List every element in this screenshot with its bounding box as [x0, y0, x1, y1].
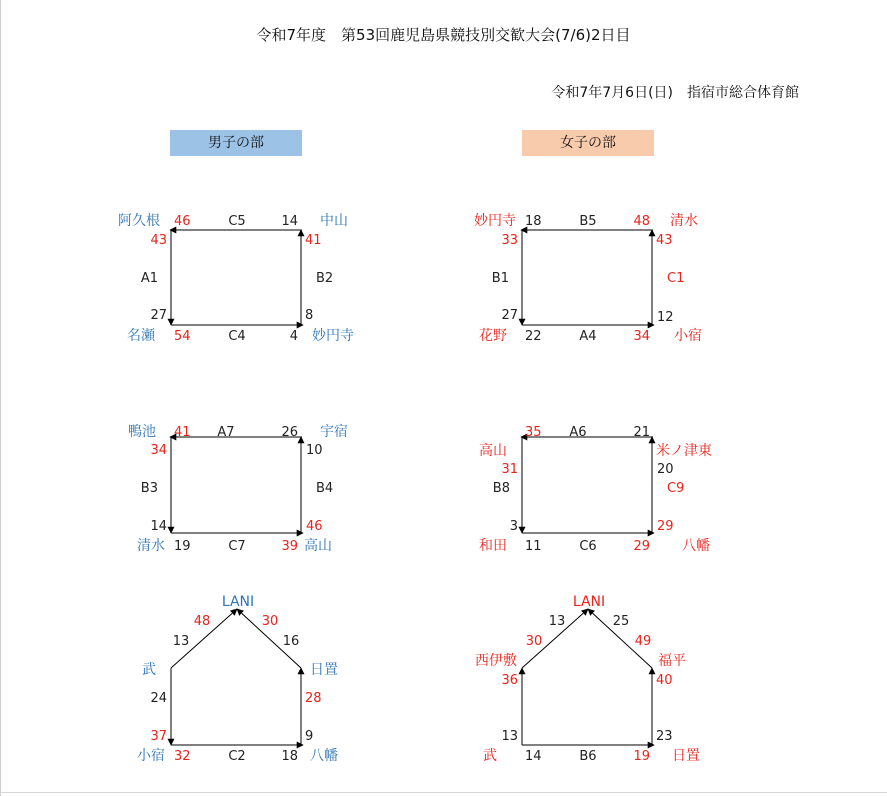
girls-block1 — [474, 212, 702, 344]
score: 49 — [634, 634, 652, 649]
score: 14 — [281, 214, 298, 229]
score: 8 — [305, 308, 314, 323]
score: 39 — [281, 539, 298, 554]
score: 48 — [193, 614, 211, 629]
girls-block2 — [479, 425, 712, 554]
score: 34 — [150, 443, 167, 458]
team-name: 和田 — [479, 538, 507, 554]
team-name: 妙円寺 — [312, 328, 354, 344]
score: 19 — [174, 539, 191, 554]
score: 46 — [306, 519, 323, 534]
score: 13 — [548, 614, 566, 629]
score: 41 — [174, 425, 191, 440]
score: 31 — [501, 462, 518, 477]
score: 43 — [656, 233, 673, 248]
team-name: 八幡 — [682, 538, 710, 554]
match-id: A1 — [140, 271, 158, 286]
match-id: C7 — [228, 539, 246, 554]
team-name: 高山 — [479, 443, 507, 459]
score: 14 — [150, 519, 167, 534]
score: 18 — [281, 749, 298, 764]
team-name: 八幡 — [310, 748, 338, 764]
match-id: A4 — [579, 329, 597, 344]
team-name: 清水 — [670, 213, 698, 229]
team-name: LANI — [221, 594, 255, 610]
score: 23 — [656, 729, 673, 744]
score: 54 — [174, 329, 191, 344]
score: 34 — [633, 329, 650, 344]
team-name: 西伊敷 — [475, 653, 517, 669]
girls-block3 — [475, 594, 700, 764]
team-name: 清水 — [137, 538, 165, 554]
match-id: C5 — [228, 214, 246, 229]
team-name: 日置 — [310, 662, 338, 678]
score: 32 — [174, 749, 191, 764]
score: 41 — [305, 233, 322, 248]
match-id: B5 — [579, 214, 597, 229]
match-id: B4 — [316, 481, 334, 496]
match-id: C9 — [667, 481, 685, 496]
score: 33 — [501, 233, 518, 248]
score: 37 — [150, 729, 167, 744]
score: 19 — [633, 749, 650, 764]
team-name: 花野 — [479, 328, 507, 344]
boys-block1 — [118, 212, 354, 344]
score: 16 — [282, 634, 300, 649]
score: 29 — [633, 539, 650, 554]
score: 14 — [525, 749, 542, 764]
score: 21 — [633, 425, 650, 440]
match-id: C2 — [228, 749, 246, 764]
match-id: B3 — [140, 481, 158, 496]
team-name: 米ノ津東 — [656, 443, 712, 459]
match-id: C6 — [579, 539, 597, 554]
match-id: C1 — [667, 271, 685, 286]
score: 43 — [150, 233, 167, 248]
score: 13 — [501, 729, 518, 744]
team-name: 妙円寺 — [474, 213, 516, 229]
match-id: B1 — [491, 271, 509, 286]
score: 24 — [150, 691, 167, 706]
team-name: LANI — [572, 594, 606, 610]
date-venue: 令和7年7月6日(日) 指宿市総合体育館 — [551, 85, 799, 101]
score: 13 — [172, 634, 190, 649]
page-title: 令和7年度 第53回鹿児島県競技別交歓大会(7/6)2日目 — [256, 26, 631, 44]
team-name: 武 — [142, 662, 156, 678]
team-name: 中山 — [320, 213, 348, 229]
girls-section-header: 女子の部 — [522, 130, 654, 156]
match-id: B6 — [579, 749, 597, 764]
score: 25 — [612, 614, 630, 629]
match-id: C4 — [228, 329, 246, 344]
match-id: B2 — [316, 271, 334, 286]
score: 4 — [289, 329, 298, 344]
score: 22 — [525, 329, 542, 344]
score: 18 — [525, 214, 542, 229]
boys-section-header: 男子の部 — [170, 130, 302, 156]
team-name: 日置 — [672, 748, 700, 764]
boys-block2 — [128, 424, 348, 554]
score: 30 — [525, 634, 543, 649]
score: 20 — [657, 462, 674, 477]
team-name: 福平 — [658, 653, 686, 669]
score: 48 — [633, 214, 650, 229]
boys-block3 — [137, 594, 338, 764]
match-id: A7 — [217, 425, 235, 440]
score: 46 — [174, 214, 191, 229]
score: 27 — [501, 308, 518, 323]
score: 40 — [656, 673, 673, 688]
score: 9 — [305, 729, 314, 744]
team-name: 宇宿 — [320, 424, 348, 440]
team-name: 鴨池 — [128, 424, 156, 440]
team-name: 高山 — [304, 538, 332, 554]
score: 12 — [657, 310, 674, 325]
team-name: 名瀬 — [127, 328, 155, 344]
score: 29 — [657, 519, 674, 534]
team-name: 小宿 — [674, 328, 702, 344]
score: 11 — [525, 539, 542, 554]
team-name: 小宿 — [137, 748, 165, 764]
score: 35 — [525, 425, 542, 440]
score: 3 — [509, 519, 518, 534]
match-id: B8 — [492, 481, 510, 496]
score: 28 — [305, 691, 322, 706]
team-name: 阿久根 — [118, 213, 160, 229]
score: 26 — [281, 425, 298, 440]
team-name: 武 — [483, 748, 497, 764]
score: 27 — [150, 308, 167, 323]
score: 10 — [306, 443, 323, 458]
score: 36 — [501, 673, 518, 688]
match-id: A6 — [569, 425, 587, 440]
score: 30 — [261, 614, 279, 629]
